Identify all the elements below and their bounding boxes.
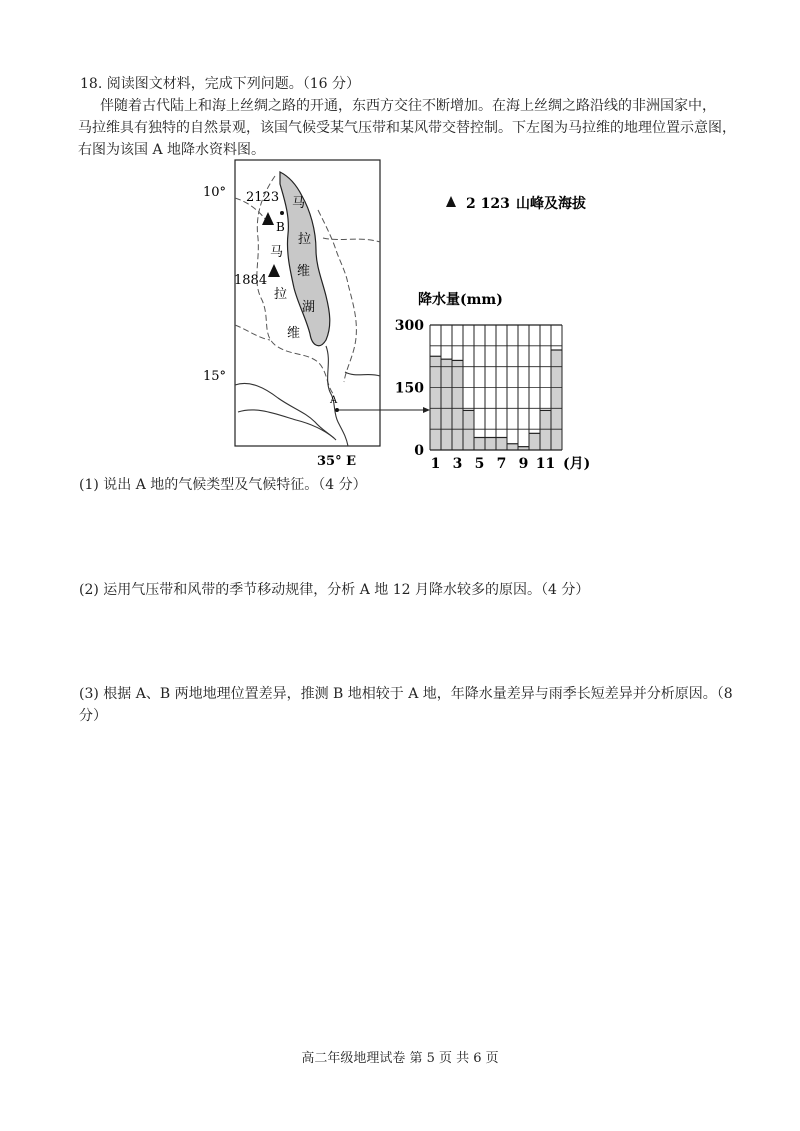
bar-month-3	[452, 360, 463, 450]
lake-char-2: 拉	[298, 232, 312, 247]
river-southwest	[235, 383, 336, 440]
intro-line-1: 伴随着古代陆上和海上丝绸之路的开通，东西方交往不断增加。在海上丝绸之路沿线的非洲国家中，	[100, 98, 716, 114]
x-axis-label: (月)	[563, 456, 591, 472]
mountain-peak-icon-b	[262, 212, 274, 225]
question-2: (2) 运用气压带和风带的季节移动规律，分析 A 地 12 月降水较多的原因。（4 分）	[79, 582, 590, 598]
bar-month-10	[529, 433, 540, 450]
y-tick-label-150: 150	[394, 380, 424, 397]
border-southwest	[235, 325, 270, 340]
peak-2-elevation: 1884	[234, 273, 268, 288]
peak-b-elevation: 2123	[246, 190, 280, 205]
y-axis-label: 降水量(mm)	[418, 292, 503, 308]
bar-month-5	[474, 438, 485, 451]
page-footer: 高二年级地理试卷 第 5 页 共 6 页	[301, 1051, 499, 1066]
bar-month-8	[507, 444, 518, 450]
lake-char-3: 维	[297, 264, 311, 279]
bar-month-4	[463, 410, 474, 450]
x-tick-label-1: 1	[430, 456, 441, 472]
question-header: 18. 阅读图文材料，完成下列问题。（16 分）	[80, 76, 360, 92]
bar-month-2	[441, 359, 452, 450]
legend-elevation-value: 2 123	[466, 196, 510, 212]
malawi-map-and-precipitation-chart	[0, 0, 800, 480]
lake-char-4: 湖	[302, 300, 316, 315]
arrow-head-icon	[423, 407, 430, 413]
question-3-line-2: 分）	[79, 708, 107, 724]
lat-label-15: 15°	[203, 369, 227, 384]
bar-month-11	[540, 410, 551, 450]
x-tick-label-7: 7	[496, 456, 507, 472]
lon-label-35: 35° E	[317, 454, 357, 469]
bar-month-12	[551, 350, 562, 450]
x-tick-label-11: 11	[535, 456, 556, 472]
bar-month-7	[496, 438, 507, 451]
country-char-2: 拉	[274, 287, 288, 302]
lake-char-1: 马	[292, 196, 306, 211]
mountain-peak-icon	[446, 196, 456, 207]
legend-text: 山峰及海拔	[516, 196, 586, 212]
bar-month-1	[430, 356, 441, 450]
x-tick-label-3: 3	[452, 456, 463, 472]
point-b-label: B	[276, 220, 285, 234]
point-a-marker	[335, 408, 339, 412]
river-east	[345, 372, 380, 376]
question-3-line-1: (3) 根据 A、B 两地地理位置差异，推测 B 地相较于 A 地，年降水量差异与雨季长短差异并分析原因。（8	[79, 686, 733, 702]
x-tick-label-9: 9	[518, 456, 529, 472]
precipitation-chart	[395, 291, 590, 472]
y-tick-label-300: 300	[394, 318, 424, 334]
intro-line-2: 马拉维具有独特的自然景观，该国气候受某气压带和某风带交替控制。下左图为马拉维的地理位置示意图，	[78, 120, 736, 136]
point-b-marker	[280, 211, 284, 215]
bar-month-6	[485, 438, 496, 451]
y-tick-label-0: 0	[414, 443, 424, 459]
point-a-label: A	[330, 395, 338, 406]
mountain-peak-icon-2	[268, 264, 280, 277]
country-char-1: 马	[270, 245, 284, 260]
lat-label-10: 10°	[203, 185, 227, 200]
river-south	[238, 410, 334, 438]
x-tick-label-5: 5	[474, 456, 485, 472]
question-1: (1) 说出 A 地的气候类型及气候特征。（4 分）	[79, 477, 367, 493]
country-char-3: 维	[287, 326, 301, 341]
intro-line-3: 右图为该国 A 地降水资料图。	[78, 142, 266, 158]
